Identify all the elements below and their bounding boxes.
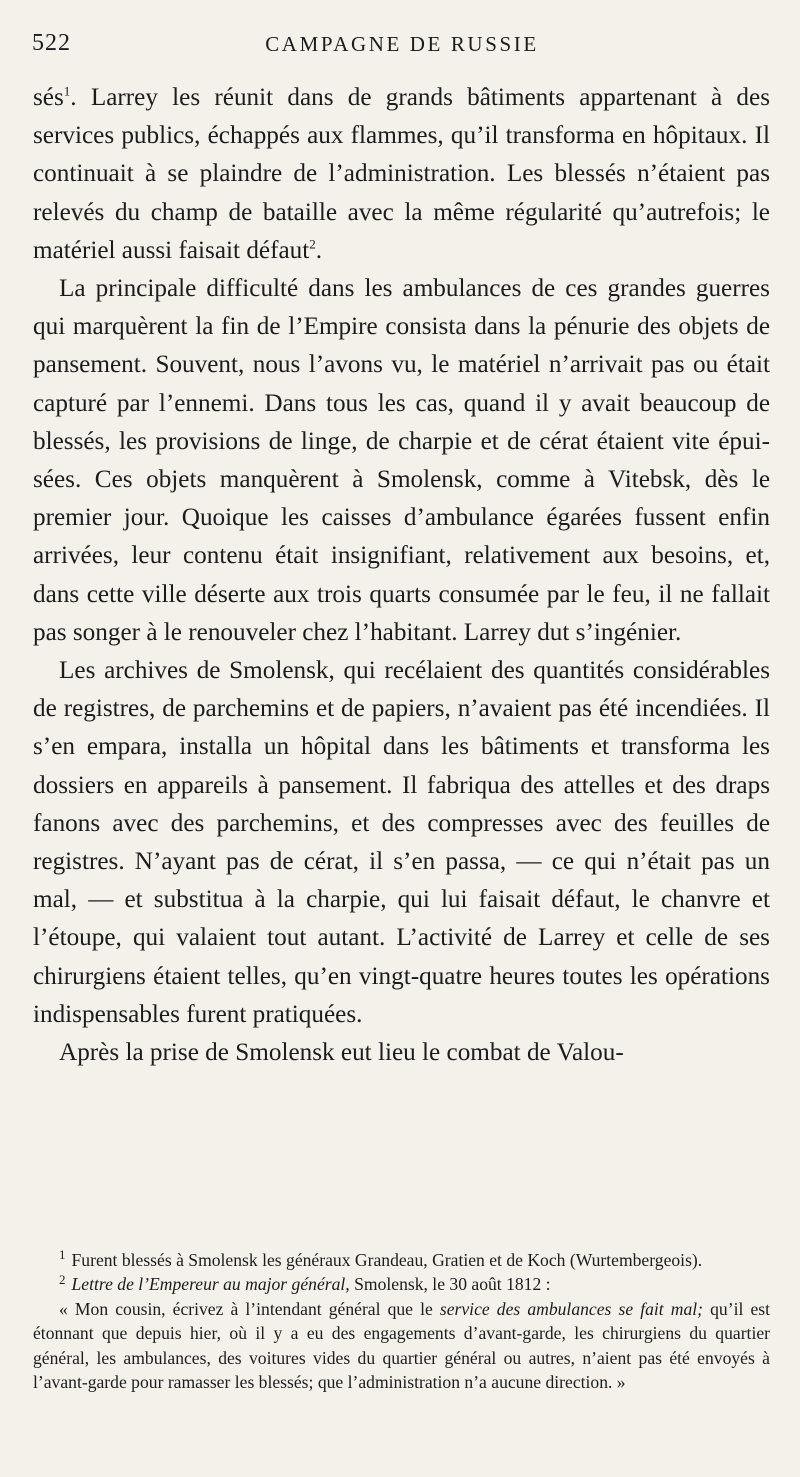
footnote-ref-1: 1 bbox=[63, 83, 71, 99]
footnote-source-title: Lettre de l’Empereur au major général, bbox=[71, 1274, 350, 1295]
footnote-quote: « Mon cousin, écrivez à l’intendant général que le service des ambulances se fait mal; qu’il est étonnant que depuis hier, où il y a eu des engagements d’avant-garde, les chirurgiens du quartier général, les ambulances, des voitures vides du quartier général ou autres, n’aient pas été envoyés à l’avant-garde pour ramasser les blessés; que l’administration n’a aucune direction. » bbox=[33, 1298, 770, 1393]
footnote-number: 2 bbox=[59, 1271, 66, 1287]
paragraph-1: sés$^1$. Larrey les réunit dans de grands bâtiments appartenant à des services publics, échappés aux flammes, qu’il transforma en hôpitaux. Il continuait à se plaindre de l’administration. Les blessés n’étaient pas relevés du champ de bataille avec la même régularité qu’autrefois; le matériel aussi faisait défaut$^2$. bbox=[33, 83, 770, 264]
page-number: 522 bbox=[32, 30, 71, 56]
text-line: Les archives de Smolensk, qui recélaient des quantités considérables de registres, de parchemins et de papiers, n’avaient pas été incendiées. Il s’en empara, installa un hôpital dans les bâtiments et transforma les dossiers en appareils à pansement. Il fabriqua des attelles et des draps fanons avec des parchemins, et des compresses avec des feuilles de registres. N’ayant pas de cérat, il s’en passa, — ce qui n’était pas un mal, — et substitua à la charpie, qui lui faisait défaut, le chanvre et l’étoupe, qui valaient tout autant. L’activité de Larrey et celle de ses chirurgiens étaient telles, qu’en vingt-quatre heures toutes les opérations indispensables furent pratiquées. bbox=[33, 657, 770, 1028]
running-title: CAMPAGNE DE RUSSIE bbox=[265, 32, 539, 56]
paragraph-2 bbox=[33, 270, 770, 652]
quote-emphasis: service des ambulances se fait mal; bbox=[439, 1298, 704, 1319]
text-line: Après la prise de Smolensk eut lieu le combat de Valou- bbox=[59, 1039, 624, 1067]
body-text bbox=[33, 79, 770, 1072]
paragraph-3 bbox=[33, 652, 770, 1034]
text-line: sés bbox=[33, 84, 64, 111]
footnote-text: Furent blessés à Smolensk les généraux Grandeau, Gratien et de Koch (Wurtembergeois). bbox=[71, 1250, 703, 1270]
text-line: La principale difficulté dans les ambulances de ces grandes guerres qui marquèrent la fin de l’Empire consista dans la pénurie des objets de pansement. Souvent, nous l’avons vu, le matériel n’arrivait pas ou était capturé par l’ennemi. Dans tous les cas, quand il y avait beaucoup de blessés, les provisions de linge, de charpie et de cérat étaient vite épuisées. Ces objets manquèrent à Smolensk, comme à Vitebsk, dès le premier jour. Quoique les caisses d’ambulance égarées fussent enfin arrivées, leur contenu était insignifiant, relativement aux besoins, et, dans cette ville déserte aux trois quarts consumée par le feu, il ne fallait pas songer à le renouveler chez l’habitant. Larrey dut s’ingénier. bbox=[33, 275, 770, 646]
footnotes bbox=[33, 1248, 770, 1394]
text-line: . Larrey les réunit dans de grands bâtiments appartenant à des services publics, échappés aux flammes, qu’il transforma en hôpitaux. Il continuait à se plaindre de l’administration. Les blessés n’étaient pas relevés du champ de bataille avec la même régularité qu’autrefois; le matériel aussi faisait défaut bbox=[33, 84, 770, 264]
footnote-number: 1 bbox=[59, 1247, 66, 1263]
paragraph-4 bbox=[33, 1034, 770, 1072]
footnote-1 bbox=[33, 1248, 770, 1272]
footnote-2 bbox=[33, 1272, 770, 1296]
footnote-ref-2: 2 bbox=[309, 236, 316, 252]
running-head bbox=[32, 28, 772, 62]
footnote-source-rest: Smolensk, le 30 août 1812 : bbox=[349, 1274, 551, 1295]
